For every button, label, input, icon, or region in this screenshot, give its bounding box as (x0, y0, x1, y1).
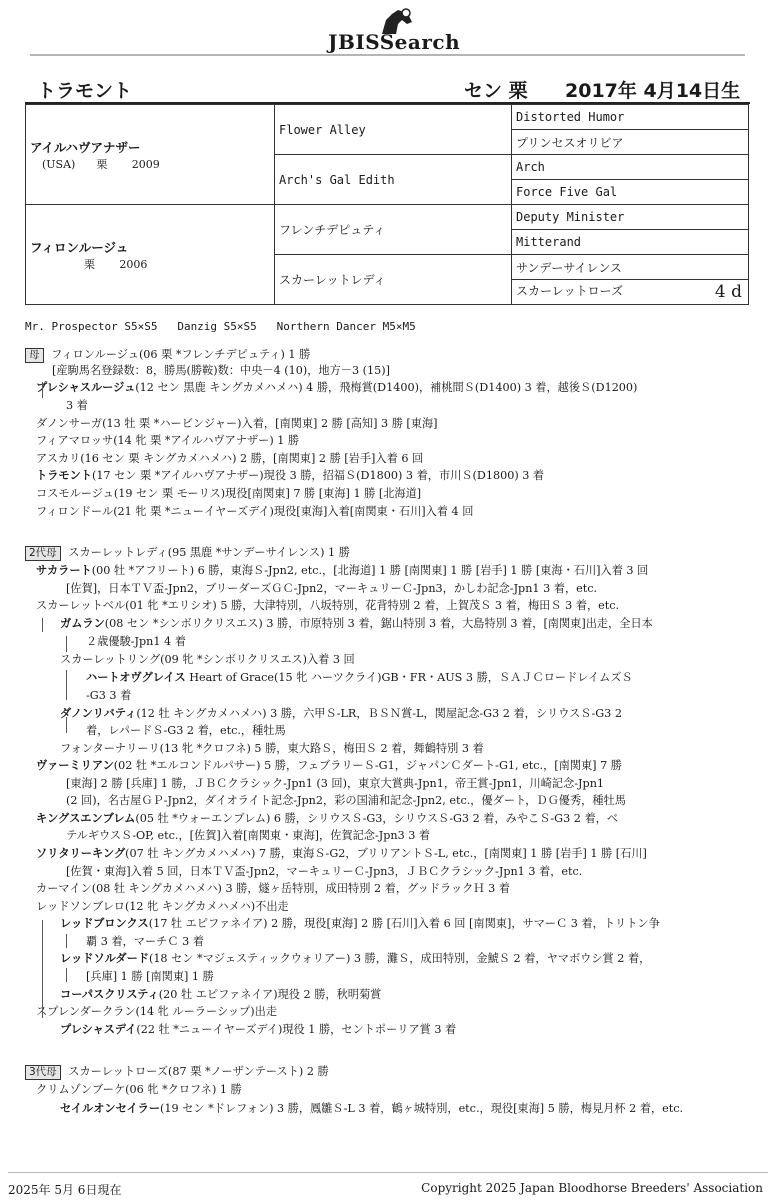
pedigree-dsd[interactable]: Mitterand (512, 230, 749, 255)
progeny-line (86, 670, 633, 685)
progeny-horse-name[interactable]: ダノンリバティ (60, 707, 137, 720)
progeny-line (36, 416, 438, 431)
progeny-line (36, 758, 622, 773)
pedigree-ssd[interactable]: プリンセスオリビア (512, 130, 749, 155)
tree-bar (66, 968, 67, 982)
progeny-record: -G3 3 着 (86, 689, 132, 702)
progeny-record: (17 牡 エピファネイア) 2 勝，現役[東海] 2 勝 [石川]入着 6 回 [南関東]，サマーＣ 3 着，トリトン争 (148, 917, 660, 930)
family-number: 4 d (714, 282, 742, 302)
progeny-horse-name[interactable]: ガムラン (60, 617, 105, 630)
pedigree-ddd-name: スカーレットローズ (516, 284, 624, 298)
progeny-line (86, 969, 214, 984)
pedigree-sire[interactable] (26, 105, 275, 205)
progeny-line (36, 846, 647, 861)
progeny-line (66, 581, 597, 596)
progeny-record: (17 セン 栗 *アイルハヴアナザー)現役 3 勝，招福Ｓ(D1800) 3 着，市川Ｓ(D1800) 3 着 (91, 469, 545, 482)
copyright: Copyright 2025 Japan Bloodhorse Breeders' Association (421, 1181, 763, 1195)
section-dam3 (25, 1064, 329, 1080)
horse-name: トラモント (37, 80, 133, 102)
pedigree-dam[interactable] (26, 205, 275, 305)
progeny-line (60, 652, 355, 667)
section-head-dam2: スカーレットレディ(95 黒鹿 *サンデーサイレンス) 1 勝 (68, 546, 350, 559)
footer-divider (8, 1172, 768, 1173)
progeny-record: [東海] 2 勝 [兵庫] 1 勝，ＪＢＣクラシック-Jpn1 (3 回)，東京大賞典-Jpn1，帝王賞-Jpn1，川崎記念-Jpn1 (66, 777, 605, 790)
section-head-dam1: フィロンルージュ(06 栗 *フレンチデピュティ) 1 勝 (51, 348, 311, 361)
pedigree-sdd[interactable]: Force Five Gal (512, 180, 749, 205)
progeny-line (36, 899, 289, 914)
progeny-record: 着，レパードＳ-G3 2 着，etc.，種牡馬 (86, 724, 286, 737)
progeny-line (60, 987, 381, 1002)
tree-bar (66, 717, 67, 733)
progeny-line (86, 634, 186, 649)
pedigree-table (25, 104, 749, 305)
progeny-record: スプレンダークラン(14 牝 ルーラーシップ)出走 (36, 1005, 278, 1018)
pedigree-sire-dam[interactable]: Arch's Gal Edith (275, 155, 512, 205)
tree-bar (42, 382, 43, 398)
progeny-record: スカーレットリング(09 牝 *シンボリクリスエス)入着 3 回 (60, 653, 355, 666)
progeny-line (86, 688, 131, 703)
progeny-record: (18 セン *マジェスティックウォリアー) 3 勝，灘Ｓ，成田特別，金鯱Ｓ 2 着，ヤマボウシ賞 2 着， (148, 952, 651, 965)
tree-bar (66, 670, 67, 700)
pedigree-sss[interactable]: Distorted Humor (512, 105, 749, 130)
progeny-line (60, 916, 660, 931)
progeny-record: カーマイン(08 牡 キングカメハメハ) 3 勝，燧ヶ岳特別，成田特別 2 着，グッドラックＨ 3 着 (36, 882, 510, 895)
progeny-horse-name[interactable]: プレシャスデイ (60, 1023, 137, 1036)
progeny-horse-name[interactable]: ハートオヴグレイス (86, 671, 186, 684)
sire-name: アイルハヴアナザー (30, 139, 141, 155)
progeny-line (60, 706, 622, 721)
tree-bar (42, 618, 43, 632)
progeny-record: (02 牡 *エルコンドルパサー) 5 勝，フェブラリーＳ-G1，ジャパンＣダート-G1, etc.，[南関東] 7 勝 (113, 759, 622, 772)
progeny-line (60, 1101, 683, 1116)
progeny-line (36, 563, 648, 578)
progeny-record: フィロンドール(21 牝 栗 *ニューイヤーズデイ)現役[東海]入着[南関東・石川]入着 4 回 (36, 505, 474, 518)
section-dam1 (25, 347, 310, 363)
progeny-line (60, 616, 653, 631)
progeny-record: ２歳優駿-Jpn1 4 着 (86, 635, 186, 648)
pedigree-ddd[interactable] (512, 280, 749, 305)
progeny-record: (22 牡 *ニューイヤーズデイ)現役 1 勝，セントポーリア賞 3 着 (136, 1023, 457, 1036)
progeny-record: (05 牡 *ウォーエンブレム) 6 勝，シリウスＳ-G3，シリウスＳ-G3 2 着，みやこＳ-G3 2 着，ベ (135, 812, 619, 825)
pedigree-dss[interactable]: Deputy Minister (512, 205, 749, 230)
progeny-record: フィアマロッサ(14 牝 栗 *アイルハヴアナザー) 1 勝 (36, 434, 300, 447)
progeny-record: (2 回)，名古屋ＧＰ-Jpn2，ダイオライト記念-Jpn2，彩の国浦和記念-Jpn2, etc.，優ダート，ＤＧ優秀，種牡馬 (66, 794, 626, 807)
progeny-record: テルギウスＳ-OP, etc.，[佐賀]入着[南関東・東海]，佐賀記念-Jpn3 3 着 (66, 829, 431, 842)
progeny-line (66, 398, 88, 413)
logo-text-search: Search (379, 30, 461, 54)
progeny-record: (12 牡 キングカメハメハ) 3 勝，六甲Ｓ-LR，ＢＳＮ賞-L，関屋記念-G3 2 着，シリウスＳ-G3 2 (136, 707, 622, 720)
section-dam2 (25, 545, 350, 561)
progeny-line (86, 723, 286, 738)
as-of-date: 2025年 5月 6日現在 (8, 1183, 122, 1197)
progeny-line (36, 598, 619, 613)
section-tag-dam3: 3代母 (25, 1065, 61, 1080)
progeny-line (36, 881, 510, 896)
dam-name: フィロンルージュ (30, 239, 129, 255)
progeny-record: スカーレットベル(01 牝 *エリシオ) 5 勝，大津特別，八坂特別，花背特別 2 着，上賀茂Ｓ 3 着，梅田Ｓ 3 着，etc. (36, 599, 620, 612)
progeny-horse-name[interactable]: レッドソルダード (60, 952, 149, 965)
horse-sex-color: セン 栗 (464, 80, 528, 102)
progeny-line (36, 811, 618, 826)
pedigree-dam-sire[interactable]: フレンチデピュティ (275, 205, 512, 255)
progeny-line (66, 793, 626, 808)
progeny-line (66, 864, 582, 879)
progeny-record: クリムゾンブーケ(06 牝 *クロフネ) 1 勝 (36, 1083, 242, 1096)
tree-bar (42, 920, 43, 1018)
progeny-record: アスカリ(16 セン 栗 キングカメハメハ) 2 勝，[南関東] 2 勝 [岩手]入着 6 回 (36, 452, 424, 465)
pedigree-dam-dam[interactable]: スカーレットレディ (275, 255, 512, 305)
inbreeding-cross: Mr. Prospector S5×S5 Danzig S5×S5 Northern Dancer M5×M5 (25, 320, 416, 333)
progeny-record: Heart of Grace(15 牝 ハーツクライ)GB・FR・AUS 3 勝，ＳＡＪＣロードレイムズＳ (185, 671, 633, 684)
progeny-line (36, 451, 423, 466)
dam-info: 栗 2006 (42, 257, 148, 271)
section-head-dam3: スカーレットローズ(87 栗 *ノーザンテースト) 2 勝 (68, 1065, 329, 1078)
section-tag-dam1: 母 (25, 348, 44, 363)
progeny-record: 覇 3 着，マーチＣ 3 着 (86, 935, 204, 948)
progeny-record: 3 着 (66, 399, 88, 412)
logo-text-jbis: JBIS (328, 30, 380, 54)
progeny-horse-name[interactable]: キングスエンブレム (36, 812, 136, 825)
progeny-record: レッドソンブレロ(12 牝 キングカメハメハ)不出走 (36, 900, 289, 913)
progeny-line (52, 363, 390, 378)
progeny-line (36, 1082, 242, 1097)
pedigree-sire-sire[interactable]: Flower Alley (275, 105, 512, 155)
progeny-record: (08 セン *シンボリクリスエス) 3 勝，市原特別 3 着，鋸山特別 3 着，大島特別 3 着，[南関東]出走，全日本 (104, 617, 653, 630)
progeny-line (66, 828, 430, 843)
horse-birth-date: 2017年 4月14日生 (565, 80, 741, 102)
jbis-search-logo[interactable] (328, 8, 460, 52)
progeny-horse-name[interactable]: コーパスクリスティ (60, 988, 159, 1001)
progeny-line (60, 741, 484, 756)
pedigree-sds[interactable]: Arch (512, 155, 749, 180)
progeny-line (36, 1004, 277, 1019)
progeny-record: ダノンサーガ(13 牡 栗 *ハービンジャー)入着，[南関東] 2 勝 [高知] 3 勝 [東海] (36, 417, 438, 430)
progeny-line (60, 951, 650, 966)
progeny-record: (19 セン *ドレフォン) 3 勝，鳳雛Ｓ-L 3 着，鶴ヶ城特別，etc.，現役[東海] 5 勝，梅見月杯 2 着，etc. (160, 1102, 684, 1115)
progeny-record: コスモルージュ(19 セン 栗 モーリス)現役[南関東] 7 勝 [東海] 1 勝 [北海道] (36, 487, 422, 500)
progeny-record: フォンターナリーリ(13 牝 *クロフネ) 5 勝，東大路Ｓ，梅田Ｓ 2 着，舞鶴特別 3 着 (60, 742, 484, 755)
sire-info: (USA) 栗 2009 (42, 157, 160, 171)
progeny-horse-name[interactable]: トラモント (36, 469, 92, 482)
progeny-record: (00 牡 *アフリート) 6 勝，東海Ｓ-Jpn2, etc.，[北海道] 1 勝 [南関東] 1 勝 [岩手] 1 勝 [東海・石川]入着 3 回 (91, 564, 649, 577)
header-divider (30, 54, 745, 56)
progeny-horse-name[interactable]: サカラート (36, 564, 92, 577)
progeny-horse-name[interactable]: プレシャスルージュ (36, 381, 136, 394)
progeny-record: (12 セン 黒鹿 キングカメハメハ) 4 勝，飛梅賞(D1400)，補桃間Ｓ(D1400) 3 着，越後Ｓ(D1200) (135, 381, 638, 394)
progeny-line (36, 504, 473, 519)
progeny-horse-name[interactable]: ヴァーミリアン (36, 759, 114, 772)
progeny-horse-name[interactable]: セイルオンセイラー (60, 1102, 161, 1115)
progeny-line (60, 1022, 456, 1037)
progeny-horse-name[interactable]: ソリタリーキング (36, 847, 126, 860)
tree-bar (66, 636, 67, 652)
progeny-record: [産駒馬名登録数：8，勝馬(勝鞍)数：中央－4 (10)，地方－3 (15)] (52, 364, 390, 377)
progeny-line (36, 380, 637, 395)
progeny-horse-name[interactable]: レッドブロンクス (60, 917, 149, 930)
progeny-line (66, 776, 604, 791)
progeny-line (36, 468, 544, 483)
progeny-line (36, 486, 421, 501)
progeny-line (86, 934, 204, 949)
progeny-record: [佐賀・東海]入着 5 回，日本ＴＶ盃-Jpn2，マーキュリーＣ-Jpn3，ＪＢＣクラシック-Jpn1 3 着，etc. (66, 865, 583, 878)
progeny-record: (07 牡 キングカメハメハ) 7 勝，東海Ｓ-G2，ブリリアントＳ-L, etc.，[南関東] 1 勝 [岩手] 1 勝 [石川] (125, 847, 647, 860)
section-tag-dam2: 2代母 (25, 546, 61, 561)
progeny-record: [兵庫] 1 勝 [南関東] 1 勝 (86, 970, 214, 983)
pedigree-dds[interactable]: サンデーサイレンス (512, 255, 749, 280)
progeny-record: [佐賀]，日本ＴＶ盃-Jpn2，ブリーダーズＧＣ-Jpn2，マーキュリーＣ-Jpn3，かしわ記念-Jpn1 3 着，etc. (66, 582, 598, 595)
progeny-line (36, 433, 299, 448)
progeny-record: (20 牡 エピファネイア)現役 2 勝，秋明菊賞 (158, 988, 382, 1001)
tree-bar (66, 934, 67, 948)
